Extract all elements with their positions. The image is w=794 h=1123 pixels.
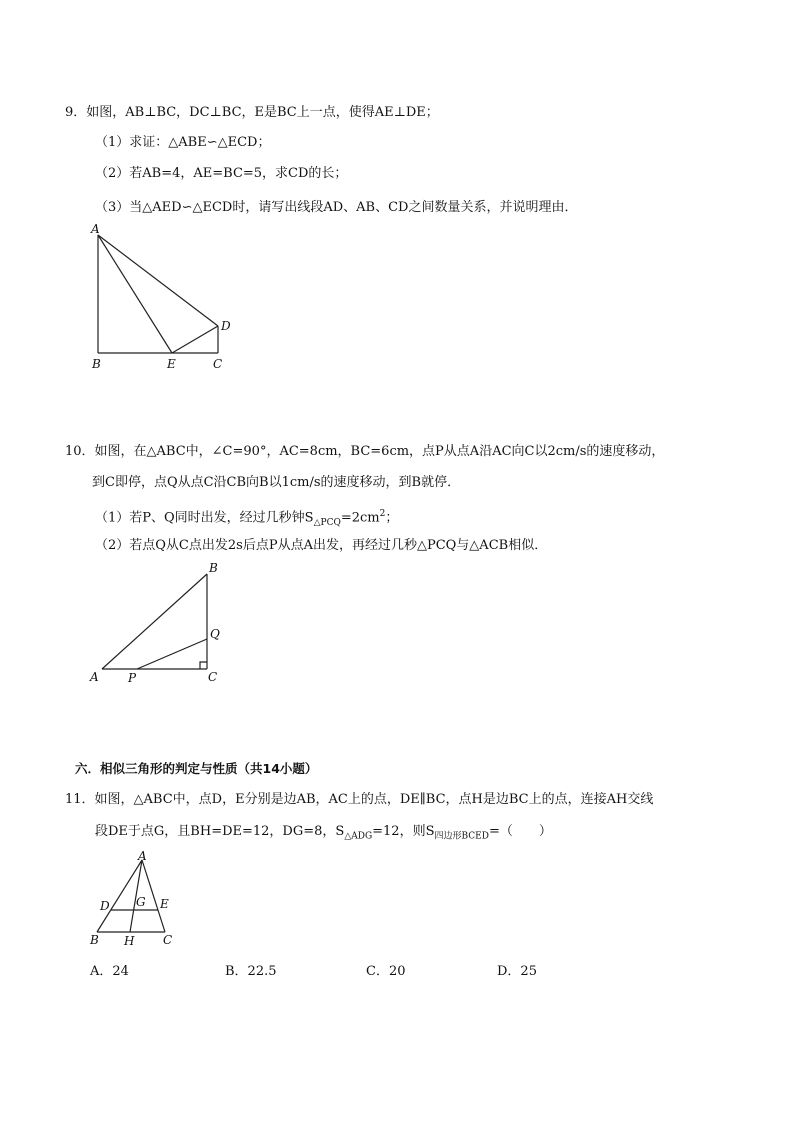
q11-option-c[interactable]: C．20 <box>366 964 406 979</box>
q11-label-b: B <box>90 933 99 947</box>
q9-stem: 9．如图，AB⊥BC，DC⊥BC，E是BC上一点，使得AE⊥DE； <box>65 105 439 120</box>
q11-label-d: D <box>100 899 110 913</box>
q11-label-g: G <box>136 895 146 909</box>
q11-subscript-bced: 四边形BCED <box>434 831 489 842</box>
q10-stem-a: 10．如图，在△ABC中，∠C=90°，AC=8cm，BC=6cm，点P从点A沿AC向C以2cm/s的速度移动， <box>65 444 665 459</box>
q10-part2: （2）若点Q从C点出发2s后点P从点A出发，再经过几秒△PCQ与△ACB相似． <box>95 538 548 553</box>
q10-part1-text-c: ； <box>385 510 399 526</box>
q10-part1-text-b: =2cm <box>340 510 380 526</box>
q11-subscript-adg: △ADG <box>344 831 373 842</box>
q9-part2: （2）若AB=4，AE=BC=5，求CD的长； <box>95 166 348 181</box>
q10-part1-subscript: △PCQ <box>313 517 341 528</box>
section-6-title: 六．相似三角形的判定与性质（共14小题） <box>75 761 318 776</box>
q11-label-h: H <box>124 934 135 948</box>
q9-label-d: D <box>221 319 231 333</box>
q11-stem-text-2: =12，则S <box>372 824 435 839</box>
q10-part1-superscript: 2 <box>379 509 386 519</box>
q10-label-p: P <box>128 671 137 685</box>
q11-option-b[interactable]: B．22.5 <box>225 964 277 979</box>
q10-part1-text-a: （1）若P、Q同时出发，经过几秒钟S <box>95 510 314 526</box>
q11-option-d[interactable]: D．25 <box>497 964 537 979</box>
q10-stem-b: 到C即停，点Q从点C沿CB向B以1cm/s的速度移动，到B就停． <box>92 475 461 490</box>
q11-stem-a: 11．如图，△ABC中，点D，E分别是边AB，AC上的点，DE∥BC，点H是边BC上的点，连接AH交线 <box>65 792 654 807</box>
q9-part1: （1）求证：△ABE∽△ECD； <box>95 135 271 150</box>
q10-label-b: B <box>209 561 218 575</box>
q10-label-q: Q <box>210 627 220 641</box>
q11-label-a: A <box>138 849 147 863</box>
q9-label-a: A <box>91 222 100 236</box>
q10-label-c: C <box>208 670 218 684</box>
q11-stem-text-3: =（ ） <box>488 824 552 839</box>
q9-label-c: C <box>213 357 223 371</box>
q9-label-e: E <box>167 357 176 371</box>
q9-label-b: B <box>92 357 101 371</box>
q11-label-e: E <box>160 897 169 911</box>
q11-label-c: C <box>163 933 173 947</box>
q11-option-a[interactable]: A．24 <box>90 964 129 979</box>
q9-part3: （3）当△AED∽△ECD时，请写出线段AD、AB、CD之间数量关系，并说明理由． <box>95 200 578 215</box>
q11-stem-text-1: 段DE于点G，且BH=DE=12，DG=8，S <box>95 824 345 839</box>
q10-label-a: A <box>90 670 99 684</box>
